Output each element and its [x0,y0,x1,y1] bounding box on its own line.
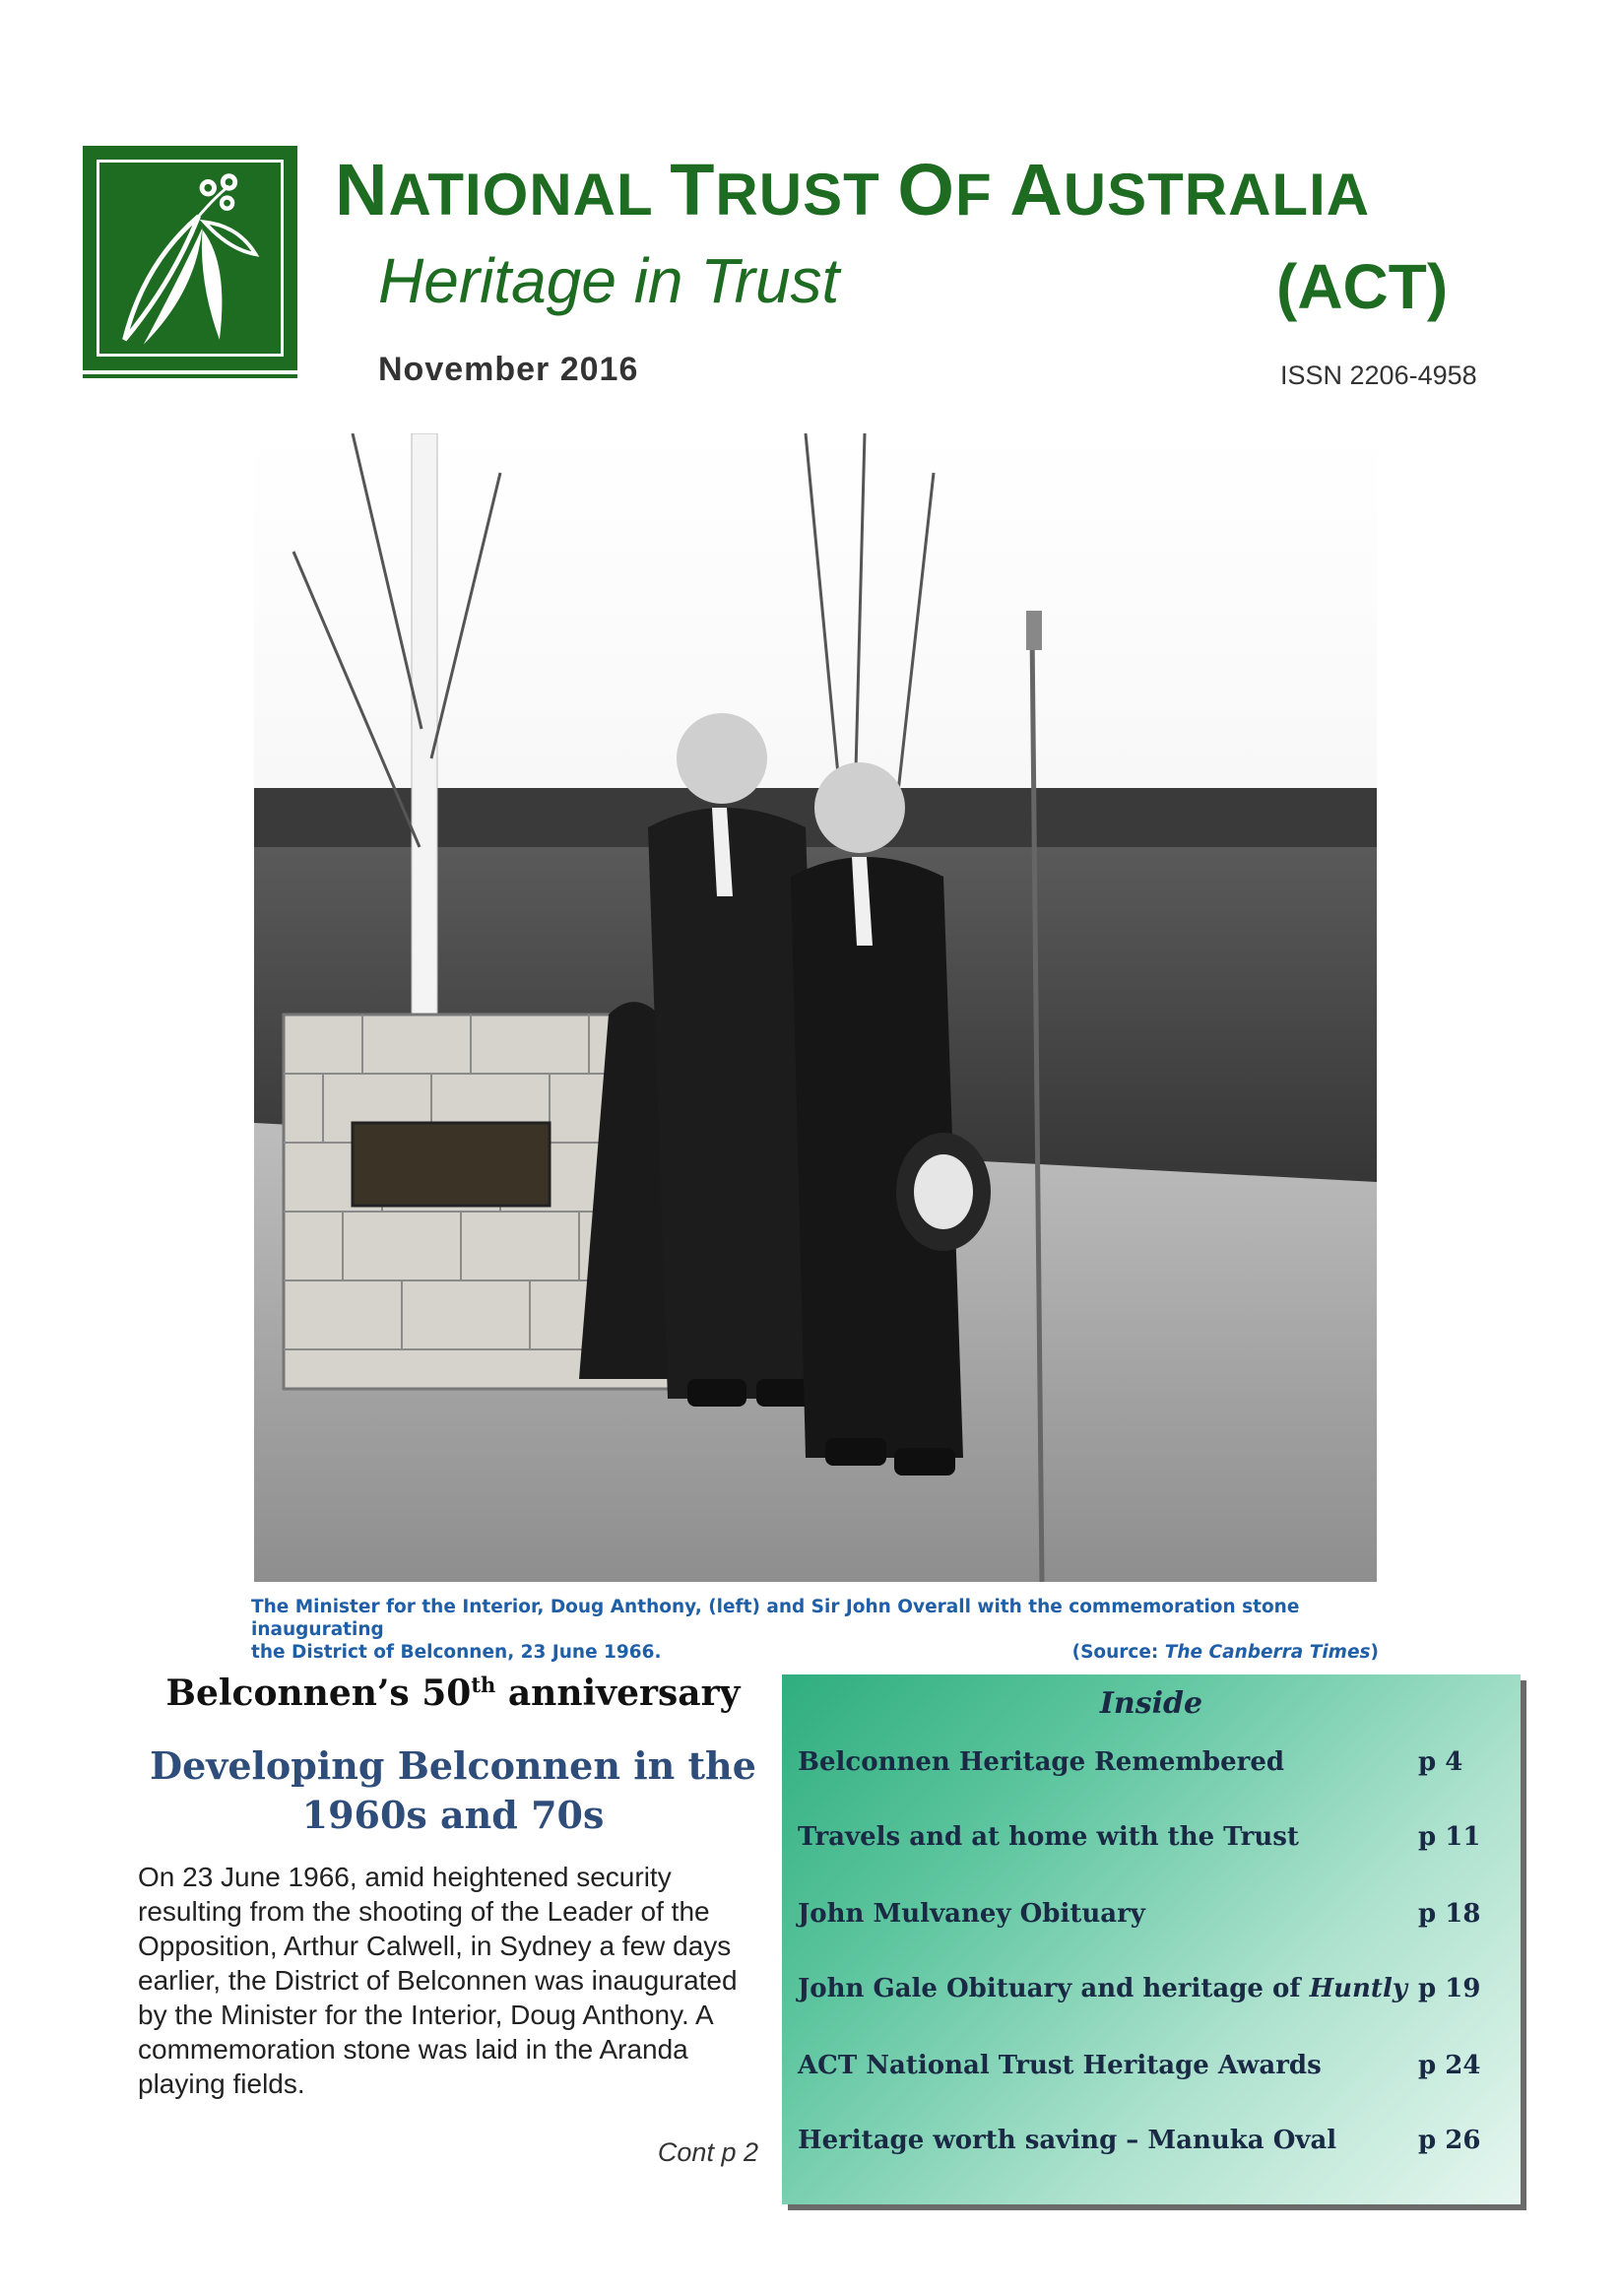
toc-item[interactable] [798,2051,1497,2090]
logo [83,146,297,370]
continued-link[interactable]: Cont p 2 [657,2137,758,2167]
toc-item-page: p 11 [1418,1822,1481,1852]
article-title: Developing Belconnen in the 1960s and 70s [150,1743,756,1837]
caption-source: (Source: The Canberra Times) [1071,1642,1379,1663]
toc-item-page: p 4 [1418,1747,1463,1777]
section-title: Belconnen’s 50th anniversary [165,1673,741,1714]
gum-leaf-logo-icon [87,150,293,366]
toc-item[interactable] [798,1747,1497,1787]
toc-item-page: p 19 [1418,1974,1481,2003]
photo-caption [251,1596,1379,1664]
toc-item[interactable] [798,1822,1497,1862]
article-body: On 23 June 1966, amid heightened security resulting from the shooting of the Leader of the Opposition, Arthur Calwell, in Sydney a few days earlier, the District of Belconnen was inaugurated by the Minister for the Interior, Doug Anthony. A commemoration stone was laid in the Aranda playing fields. [138,1862,738,2099]
toc-item-title: Travels and at home with the Trust [798,1822,1299,1852]
toc-item[interactable] [798,1974,1497,2013]
inside-heading: Inside [1099,1686,1203,1721]
org-name: NATIONAL TRUST OF AUSTRALIA [335,149,1371,230]
toc-item-page: p 24 [1418,2051,1481,2080]
issue-date: November 2016 [378,351,639,388]
logo-underline [83,374,297,378]
toc-item[interactable] [798,1899,1497,1938]
cover-photo [254,433,1377,1582]
newsletter-title: Heritage in Trust [378,245,840,316]
region-label: (ACT) [1276,251,1449,322]
caption-line-2: the District of Belconnen, 23 June 1966. [251,1642,662,1663]
toc-item-page: p 26 [1418,2126,1481,2155]
toc-item-title: ACT National Trust Heritage Awards [798,2051,1322,2080]
toc-item-page: p 18 [1418,1899,1481,1929]
toc-item[interactable] [798,2126,1497,2165]
toc-item-title: Belconnen Heritage Remembered [798,1747,1285,1777]
inside-contents-box [782,1674,1521,2204]
caption-line-1: The Minister for the Interior, Doug Anthony, (left) and Sir John Overall with the commemoration stone inaugurating [251,1597,1300,1640]
toc-item-title: John Gale Obituary and heritage of Huntly [798,1974,1407,2003]
toc-item-title: Heritage worth saving – Manuka Oval [798,2126,1337,2155]
toc-item-title: John Mulvaney Obituary [798,1899,1145,1929]
issn: ISSN 2206-4958 [1280,361,1477,390]
